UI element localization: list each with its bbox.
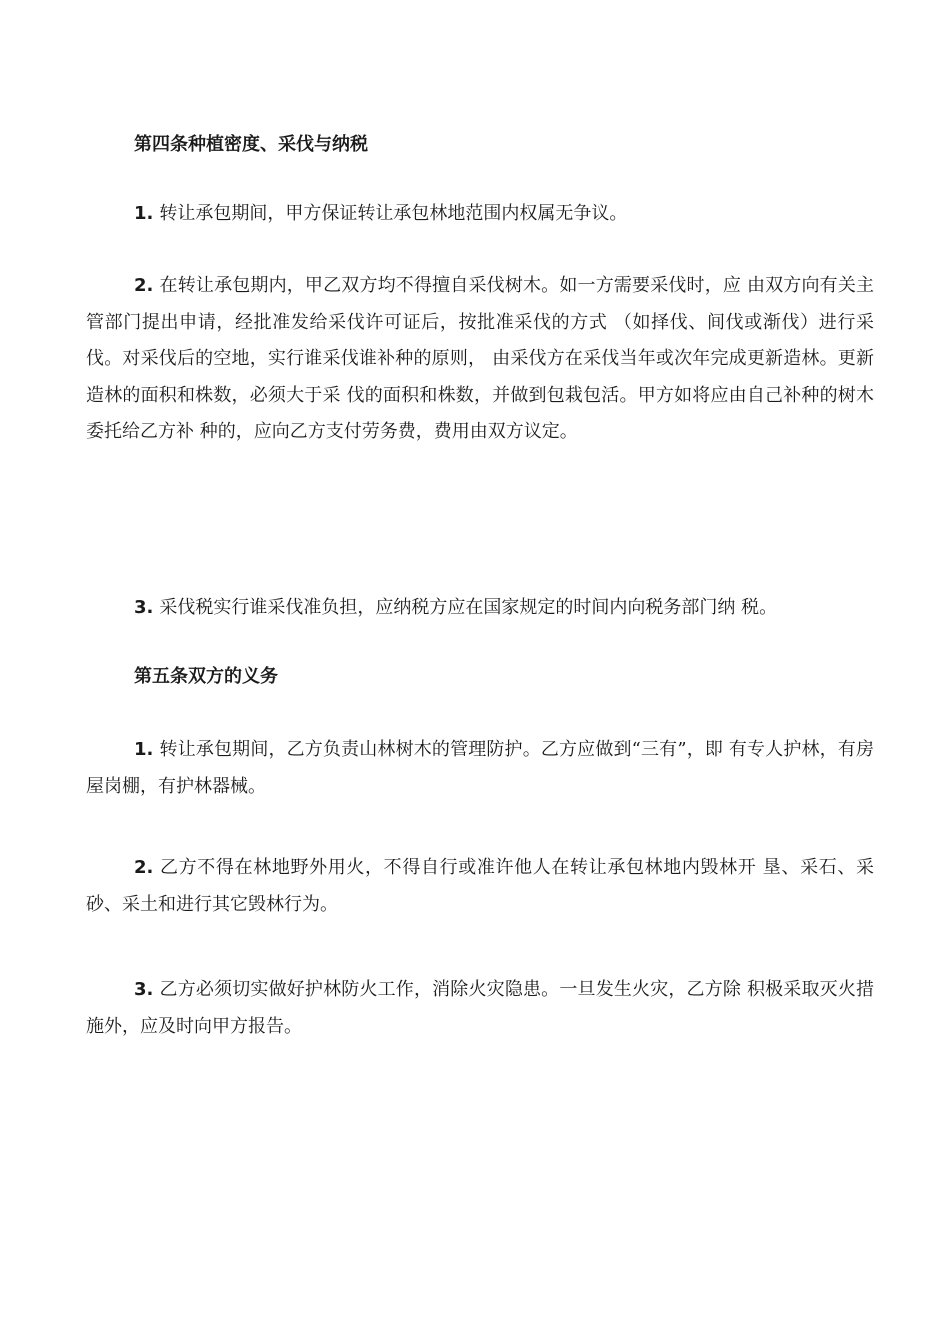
- clause-text: 乙方必须切实做好护林防火工作，消除火灾隐患。一旦发生火灾，乙方除 积极采取灭火措施外，应及时向甲方报告。: [86, 979, 874, 1037]
- article-4-clause-1: [86, 196, 874, 233]
- article-4-clause-2: [86, 268, 874, 451]
- clause-text: 转让承包期间，乙方负责山林树木的管理防护。乙方应做到“三有”，即 有专人护林，有房屋岗棚，有护林器械。: [86, 739, 874, 797]
- clause-number: 3.: [134, 597, 154, 618]
- article-4-clause-3: [86, 590, 874, 627]
- clause-text: 采伐税实行谁采伐准负担，应纳税方应在国家规定的时间内向税务部门纳 税。: [159, 597, 778, 618]
- clause-text: 转让承包期间，甲方保证转让承包林地范围内权属无争议。: [159, 203, 628, 224]
- clause-number: 2.: [134, 275, 154, 296]
- article-5-heading: 第五条双方的义务: [134, 666, 278, 687]
- clause-text: 在转让承包期内，甲乙双方均不得擅自采伐树木。如一方需要采伐时，应 由双方向有关主管部门提出申请，经批准发给采伐许可证后，按批准采伐的方式 （如择伐、间伐或渐伐）进行采伐。对采伐后的空地，实行谁采伐谁补种的原则， 由采伐方在采伐当年或次年完成更新造林。更新造林的面积和株数，必须大于采 伐的面积和株数，并做到包栽包活。甲方如将应由自己补种的树木委托给乙方补 种的，应向乙方支付劳务费，费用由双方议定。: [86, 275, 874, 442]
- clause-number: 1.: [134, 203, 154, 224]
- article-5-clause-3: [86, 972, 874, 1045]
- article-5-clause-2: [86, 850, 874, 923]
- clause-number: 2.: [134, 857, 154, 878]
- clause-number: 3.: [134, 979, 154, 1000]
- clause-number: 1.: [134, 739, 154, 760]
- clause-text: 乙方不得在林地野外用火，不得自行或准许他人在转让承包林地内毁林开 垦、采石、采砂、采土和进行其它毁林行为。: [86, 857, 874, 915]
- article-4-heading: 第四条种植密度、采伐与纳税: [134, 134, 368, 155]
- article-5-clause-1: [86, 732, 874, 805]
